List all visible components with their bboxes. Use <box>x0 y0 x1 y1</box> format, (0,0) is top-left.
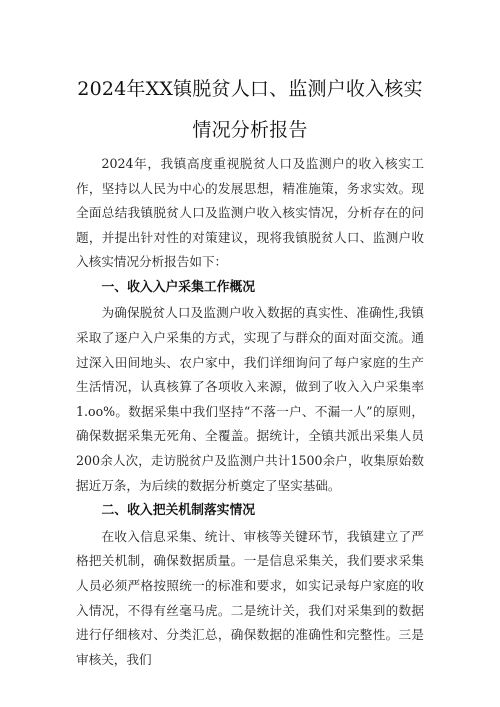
document-title-line-2: 情况分析报告 <box>192 119 308 141</box>
section-1-heading: 一、收入入户采集工作概况 <box>101 279 256 295</box>
section-2-paragraph: 在收入信息采集、统计、审核等关键环节，我镇建立了严格把关机制，确保数据质量。一是信息采集关，我们要求采集人员必须严格按照统一的标准和要求，如实记录每户家庭的收入情况，不得有丝毫马虎。二是统计关，我们对采集到的数据进行仔细核对、分类汇总，确保数据的准确性和完整性。三是审核关，我们 <box>76 528 424 667</box>
document-title-line-1: 2024年XX镇脱贫人口、监测户收入核实 <box>77 78 423 100</box>
intro-paragraph: 2024年，我镇高度重视脱贫人口及监测户的收入核实工作，坚持以人民为中心的发展思想，精准施策，务求实效。现全面总结我镇脱贫人口及监测户收入核实情况，分析存在的问题，并提出针对性的对策建议，现将我镇脱贫人口、监测户收入核实情况分析报告如下： <box>76 156 424 270</box>
document-body <box>76 152 424 672</box>
section-1-paragraph: 为确保脱贫人口及监测户收入数据的真实性、准确性,我镇采取了逐户入户采集的方式，实现了与群众的面对面交流。通过深入田间地头、农户家中，我们详细询问了每户家庭的生产生活情况，认真核算了各项收入来源，做到了收入入户采集率1.oo%。数据采集中我们坚持“不落一户、不漏一人”的原则，确保数据采集无死角、全覆盖。据统计，全镇共派出采集人员200余人次，走访脱贫户及监测户共计1500余户，收集原始数据近万条，为后续的数据分析奠定了坚实基础。 <box>76 305 424 493</box>
section-2-heading: 二、收入把关机制落实情况 <box>101 503 256 519</box>
